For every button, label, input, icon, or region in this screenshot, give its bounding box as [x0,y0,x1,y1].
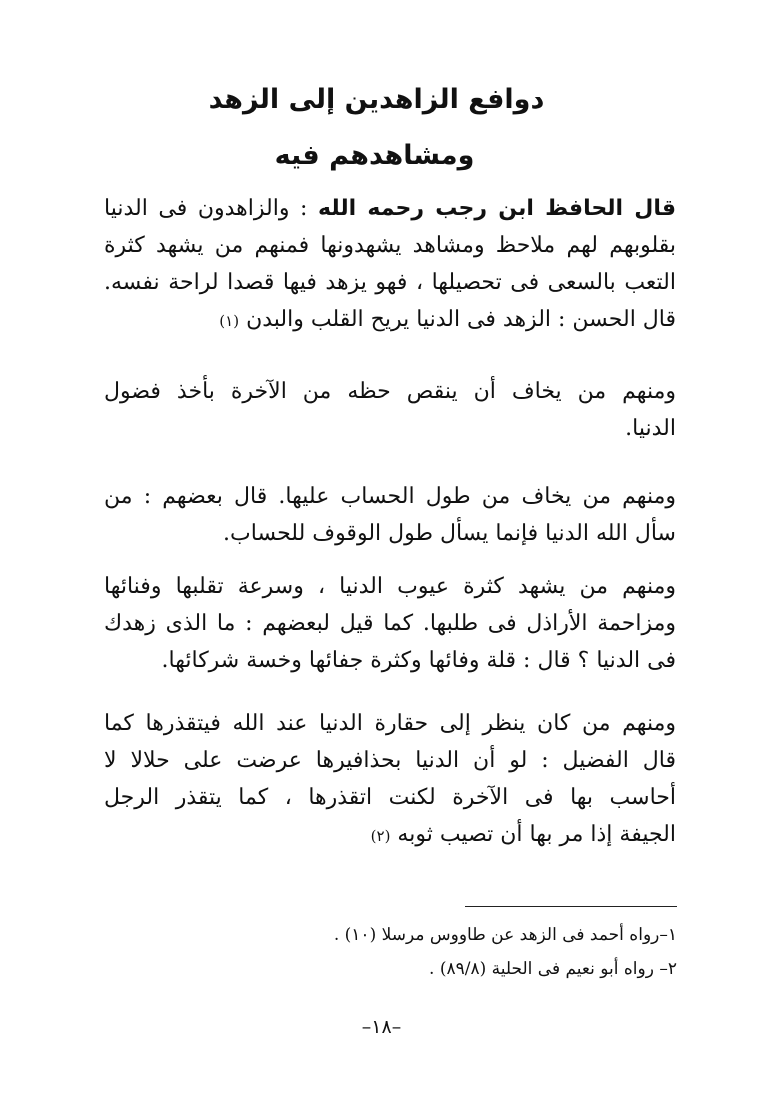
chapter-title-line-1: دوافع الزاهدين إلى الزهد [208,84,545,115]
paragraph-line: ومنهم من يخاف أن ينقص حظه من الآخرة بأخذ فضول [104,379,676,404]
paragraph-line: قال الفضيل : لو أن الدنيا بحذافيرها عرضت على حلالا لا [104,748,676,773]
paragraph-line: بقلوبهم لهم ملاحظ ومشاهد يشهدونها فمنهم من يشهد كثرة [104,233,676,258]
footnote-item: ٢– رواه أبو نعيم فى الحلية (٨٩/٨) . [429,959,677,979]
paragraph-line: سأل الله الدنيا فإنما يسأل طول الوقوف للحساب. [223,521,676,546]
paragraph-line: ومنهم من يشهد كثرة عيوب الدنيا ، وسرعة تقلبها وفنائها [104,574,676,599]
paragraph-1 [104,190,676,340]
paragraph-line: فى الدنيا ؟ قال : قلة وفائها وكثرة جفائها وخسة شركائها. [161,648,676,673]
paragraph-line: ومنهم من كان ينظر إلى حقارة الدنيا عند الله فيتقذرها كما [104,711,676,736]
paragraph-text: : والزاهدون فى الدنيا [104,196,319,221]
paragraph-3 [104,478,676,552]
footnote-divider [465,906,677,907]
footnote-reference: (١) [219,312,240,330]
paragraph-line [104,301,676,340]
paragraph-5 [104,705,676,855]
page-number: –١٨– [361,1016,402,1038]
paragraph-line: أحاسب بها فى الآخرة لكنت اتقذرها ، كما يتقذر الرجل [104,785,676,810]
paragraph-4 [104,568,676,679]
chapter-title-line-2: ومشاهدهم فيه [274,140,475,171]
paragraph-text: قال الحسن : الزهد فى الدنيا يريح القلب والبدن [246,307,676,332]
paragraph-2 [104,373,676,447]
paragraph-line [104,190,676,227]
paragraph-line: الدنيا. [625,416,676,441]
paragraph-line: ومنهم من يخاف من طول الحساب عليها. قال بعضهم : من [104,484,676,509]
footnote-item: ١–رواه أحمد فى الزهد عن طاووس مرسلا (١٠) . [333,925,677,945]
paragraph-line [104,816,676,855]
speaker-name: قال الحافظ ابن رجب رحمه الله [318,196,676,221]
paragraph-line: التعب بالسعى فى تحصيلها ، فهو يزهد فيها قصدا لراحة نفسه. [104,270,676,295]
paragraph-line: ومزاحمة الأراذل فى طلبها. كما قيل لبعضهم : ما الذى زهدك [104,611,676,636]
footnotes [230,918,677,986]
paragraph-text: الجيفة إذا مر بها أن تصيب ثوبه [397,822,676,847]
footnote-reference: (٢) [370,827,391,845]
